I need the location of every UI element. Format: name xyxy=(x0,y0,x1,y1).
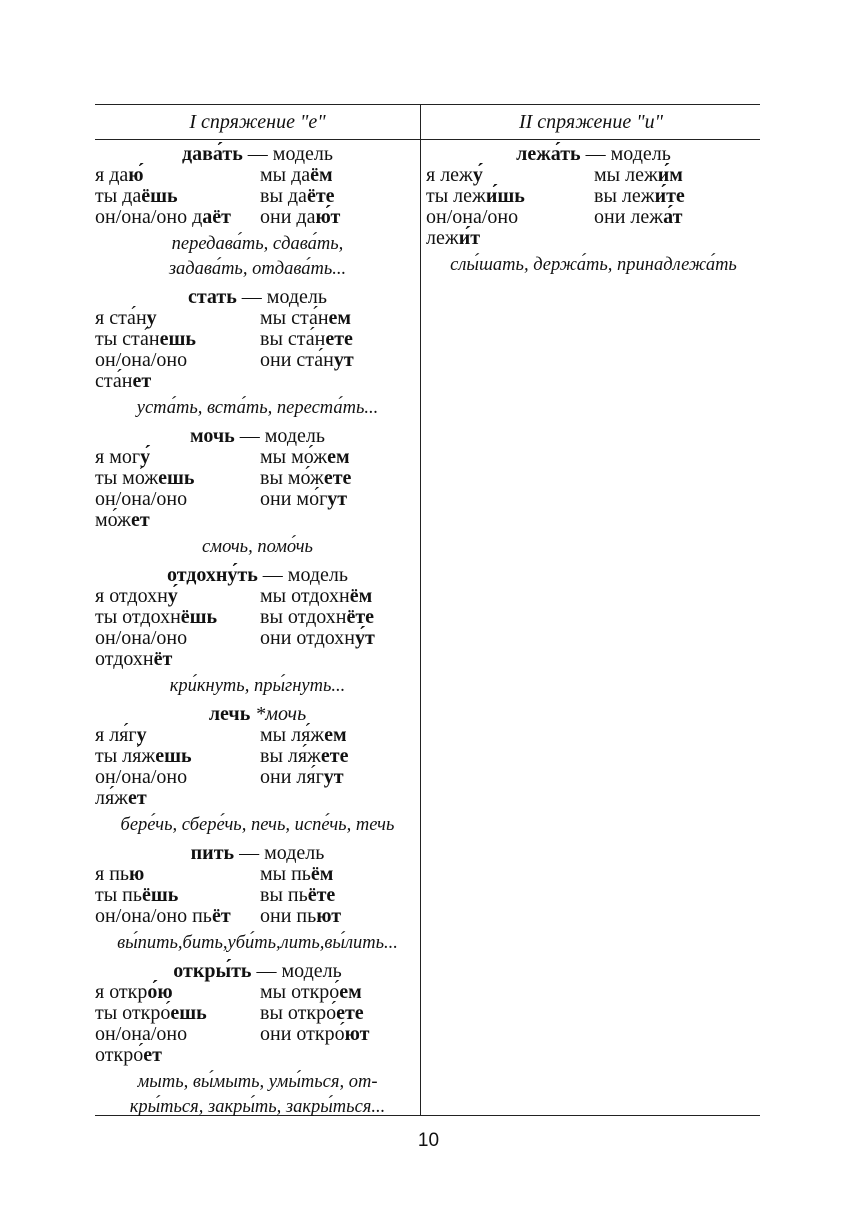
singular-form: он/она/оно xyxy=(95,766,188,788)
plural-form xyxy=(260,510,420,531)
plural-form xyxy=(594,228,761,249)
singular-form: ты откро́ешь xyxy=(95,1002,207,1024)
singular-form: ты ля́жешь xyxy=(95,745,192,767)
singular-form: мо́жет xyxy=(95,509,150,531)
plural-form: вы даёте xyxy=(260,185,335,207)
plural-form: мы даём xyxy=(260,164,333,186)
example-verbs: кры́ться, закры́ть, закры́ться... xyxy=(129,1097,386,1117)
conjugation-grid xyxy=(95,982,420,1066)
plural-form: вы мо́жете xyxy=(260,467,352,489)
verb-model-title: лечь *мочь xyxy=(208,703,307,725)
plural-form: они откро́ют xyxy=(260,1023,370,1045)
page-number: 10 xyxy=(417,1130,440,1151)
plural-form: вы ста́нете xyxy=(260,328,353,350)
singular-form: он/она/оно xyxy=(426,206,519,228)
plural-form: мы ля́жем xyxy=(260,724,347,746)
singular-form: ты ста́нешь xyxy=(95,328,196,350)
verb-model-title: мочь — модель xyxy=(190,425,325,447)
singular-form: он/она/оно xyxy=(95,1023,188,1045)
plural-form: вы отдохнёте xyxy=(260,606,375,628)
singular-form: ты мо́жешь xyxy=(95,467,195,489)
singular-form: он/она/оно xyxy=(95,349,188,371)
plural-form: они пьют xyxy=(260,905,342,927)
conjugation-grid xyxy=(95,586,420,670)
plural-form xyxy=(260,371,420,392)
verb-model-title: отдохну́ть — модель xyxy=(166,564,349,586)
example-verbs: уста́ть, вста́ть, переста́ть... xyxy=(136,398,379,418)
header-second-conjugation: II спряжение "и" xyxy=(518,111,664,133)
singular-form: ты лежи́шь xyxy=(426,185,525,207)
example-verbs: бере́чь, сбере́чь, печь, испе́чь, течь xyxy=(120,815,395,835)
plural-form: вы лежи́те xyxy=(594,185,685,207)
singular-form: ста́нет xyxy=(95,370,152,392)
plural-form: мы лежи́м xyxy=(594,164,683,186)
conjugation-grid xyxy=(95,864,420,927)
singular-form: ты отдохнёшь xyxy=(95,606,218,628)
verb-model-title: пить — модель xyxy=(190,842,325,864)
column-divider xyxy=(420,105,421,1115)
conjugation-grid xyxy=(95,447,420,531)
singular-form: я пью xyxy=(95,863,145,885)
verb-model-block xyxy=(95,143,420,282)
conjugation-table xyxy=(95,104,760,1116)
singular-form: я откро́ю xyxy=(95,981,173,1003)
singular-form: он/она/оно xyxy=(95,488,188,510)
plural-form: вы откро́ете xyxy=(260,1002,364,1024)
verb-model-block xyxy=(426,143,761,278)
second-conjugation-column xyxy=(426,143,761,282)
plural-form xyxy=(260,1045,420,1066)
plural-form xyxy=(260,649,420,670)
conjugation-grid xyxy=(426,165,761,249)
verb-model-title: откры́ть — модель xyxy=(173,960,342,982)
singular-form: он/она/оно пьёт xyxy=(95,905,231,927)
verb-model-title: стать — модель xyxy=(187,286,328,308)
plural-form: мы пьём xyxy=(260,863,334,885)
plural-form: мы отдохнём xyxy=(260,585,373,607)
conjugation-grid xyxy=(95,725,420,809)
singular-form: я могу́ xyxy=(95,446,151,468)
example-verbs: задава́ть, отдава́ть... xyxy=(168,259,347,279)
plural-form xyxy=(260,788,420,809)
verb-model-block xyxy=(95,564,420,699)
plural-form: они мо́гут xyxy=(260,488,348,510)
singular-form: откро́ет xyxy=(95,1044,162,1066)
singular-form: он/она/оно даёт xyxy=(95,206,231,228)
conjugation-grid xyxy=(95,308,420,392)
header-first-conjugation: I спряжение "е" xyxy=(189,111,326,133)
plural-form: они ста́нут xyxy=(260,349,354,371)
example-verbs: кри́кнуть, пры́гнуть... xyxy=(169,676,346,696)
verb-model-block xyxy=(95,286,420,421)
singular-form: он/она/оно xyxy=(95,627,188,649)
plural-form: мы мо́жем xyxy=(260,446,350,468)
header-divider xyxy=(95,139,760,140)
singular-form: ты пьёшь xyxy=(95,884,179,906)
singular-form: ты даёшь xyxy=(95,185,178,207)
example-verbs: мыть, вы́мыть, умы́ться, от- xyxy=(137,1072,378,1092)
verb-model-title: лежа́ть — модель xyxy=(516,143,671,165)
verb-model-block xyxy=(95,425,420,560)
verb-model-block xyxy=(95,842,420,956)
plural-form: они ля́гут xyxy=(260,766,344,788)
singular-form: я ста́ну xyxy=(95,307,157,329)
singular-form: я даю́ xyxy=(95,164,144,186)
example-verbs: смочь, помо́чь xyxy=(202,537,313,557)
plural-form: они лежа́т xyxy=(594,206,683,228)
singular-form: я ля́гу xyxy=(95,724,147,746)
plural-form: вы ля́жете xyxy=(260,745,349,767)
singular-form: я лежу́ xyxy=(426,164,483,186)
example-verbs: передава́ть, сдава́ть, xyxy=(171,234,344,254)
singular-form: лежи́т xyxy=(426,227,481,249)
verb-model-block xyxy=(95,960,420,1120)
verb-model-title: дава́ть — модель xyxy=(181,143,334,165)
plural-form: они отдохну́т xyxy=(260,627,375,649)
singular-form: отдохнёт xyxy=(95,648,173,670)
singular-form: я отдохну́ xyxy=(95,585,178,607)
plural-form: мы ста́нем xyxy=(260,307,352,329)
first-conjugation-column xyxy=(95,143,420,1124)
plural-form: мы откро́ем xyxy=(260,981,362,1003)
verb-model-block xyxy=(95,703,420,838)
singular-form: ля́жет xyxy=(95,787,147,809)
example-verbs: вы́пить,бить,уби́ть,лить,вы́лить... xyxy=(117,933,398,953)
plural-form: вы пьёте xyxy=(260,884,336,906)
conjugation-grid xyxy=(95,165,420,228)
plural-form: они даю́т xyxy=(260,206,341,228)
example-verbs: слы́шать, держа́ть, принадлежа́ть xyxy=(450,255,737,275)
